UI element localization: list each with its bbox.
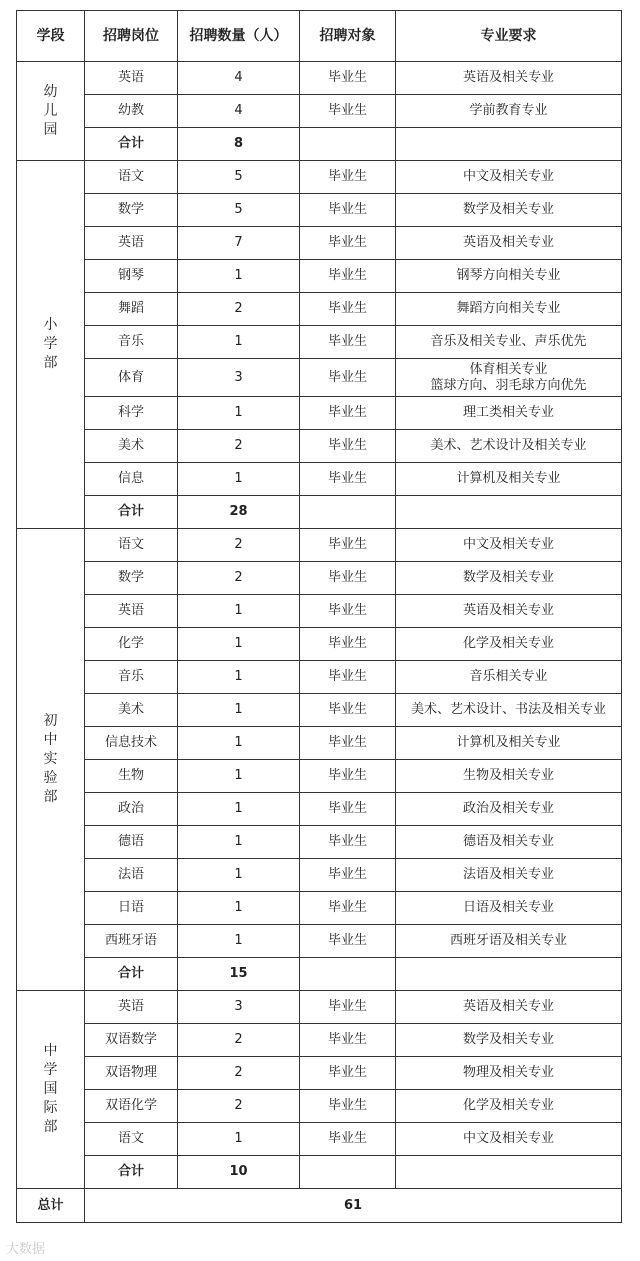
count-cell: 1 xyxy=(178,463,300,496)
target-cell: 毕业生 xyxy=(300,859,396,892)
target-cell: 毕业生 xyxy=(300,161,396,194)
requirement-cell xyxy=(396,529,622,562)
count-cell: 2 xyxy=(178,562,300,595)
target-cell: 毕业生 xyxy=(300,760,396,793)
position-cell: 化学 xyxy=(85,628,178,661)
section-name-text: 幼儿园 xyxy=(43,83,58,138)
requirement-cell xyxy=(396,562,622,595)
target-cell: 毕业生 xyxy=(300,991,396,1024)
requirement-line: 西班牙语及相关专业 xyxy=(449,933,567,948)
requirement-line: 美术、艺术设计、书法及相关专业 xyxy=(410,702,606,717)
header-target: 招聘对象 xyxy=(300,11,396,62)
target-cell: 毕业生 xyxy=(300,95,396,128)
position-cell: 语文 xyxy=(85,529,178,562)
subtotal-label: 合计 xyxy=(85,958,178,991)
requirement-cell xyxy=(396,661,622,694)
subtotal-empty xyxy=(396,128,622,161)
target-cell: 毕业生 xyxy=(300,260,396,293)
count-cell: 1 xyxy=(178,826,300,859)
table-row xyxy=(17,991,622,1024)
requirement-cell xyxy=(396,161,622,194)
section-name-text: 初中实验部 xyxy=(43,713,58,805)
subtotal-label: 合计 xyxy=(85,128,178,161)
subtotal-empty xyxy=(396,496,622,529)
requirement-line: 化学及相关专业 xyxy=(462,1098,554,1113)
requirement-line: 学前教育专业 xyxy=(469,103,548,118)
position-cell: 英语 xyxy=(85,991,178,1024)
position-cell: 数学 xyxy=(85,562,178,595)
section-name-text: 中学国际部 xyxy=(43,1043,58,1135)
target-cell: 毕业生 xyxy=(300,925,396,958)
requirement-line: 音乐及相关专业、声乐优先 xyxy=(430,334,587,349)
requirement-cell xyxy=(396,793,622,826)
requirement-cell xyxy=(396,194,622,227)
header-requirement: 专业要求 xyxy=(396,11,622,62)
section-name-text: 小学部 xyxy=(43,317,58,371)
subtotal-value: 8 xyxy=(178,128,300,161)
requirement-cell xyxy=(396,62,622,95)
requirement-line: 舞蹈方向相关专业 xyxy=(456,301,561,316)
requirement-cell xyxy=(396,359,622,397)
requirement-cell xyxy=(396,628,622,661)
requirement-line: 中文及相关专业 xyxy=(462,1131,554,1146)
subtotal-label: 合计 xyxy=(85,496,178,529)
requirement-cell xyxy=(396,727,622,760)
table-row xyxy=(17,397,622,430)
requirement-cell xyxy=(396,991,622,1024)
target-cell: 毕业生 xyxy=(300,359,396,397)
count-cell: 5 xyxy=(178,194,300,227)
position-cell: 语文 xyxy=(85,1123,178,1156)
section-name xyxy=(17,991,85,1189)
position-cell: 政治 xyxy=(85,793,178,826)
section-name xyxy=(17,529,85,991)
requirement-cell xyxy=(396,859,622,892)
target-cell: 毕业生 xyxy=(300,1024,396,1057)
requirement-cell xyxy=(396,595,622,628)
target-cell: 毕业生 xyxy=(300,892,396,925)
requirement-cell xyxy=(396,397,622,430)
table-row xyxy=(17,661,622,694)
count-cell: 1 xyxy=(178,892,300,925)
position-cell: 法语 xyxy=(85,859,178,892)
target-cell: 毕业生 xyxy=(300,62,396,95)
count-cell: 2 xyxy=(178,529,300,562)
count-cell: 1 xyxy=(178,628,300,661)
target-cell: 毕业生 xyxy=(300,826,396,859)
requirement-line: 中文及相关专业 xyxy=(462,537,554,552)
recruitment-table xyxy=(16,10,622,1223)
requirement-line: 计算机及相关专业 xyxy=(456,471,561,486)
target-cell: 毕业生 xyxy=(300,529,396,562)
requirement-line: 英语及相关专业 xyxy=(462,603,554,618)
table-row xyxy=(17,1090,622,1123)
requirement-cell xyxy=(396,293,622,326)
header-position: 招聘岗位 xyxy=(85,11,178,62)
position-cell: 音乐 xyxy=(85,326,178,359)
position-cell: 双语物理 xyxy=(85,1057,178,1090)
table-row xyxy=(17,562,622,595)
requirement-line: 篮球方向、羽毛球方向优先 xyxy=(430,377,587,393)
header-count: 招聘数量（人） xyxy=(178,11,300,62)
subtotal-empty xyxy=(300,496,396,529)
requirement-line: 物理及相关专业 xyxy=(462,1065,554,1080)
table-row xyxy=(17,359,622,397)
section-name xyxy=(17,62,85,161)
table-row xyxy=(17,430,622,463)
target-cell: 毕业生 xyxy=(300,194,396,227)
position-cell: 音乐 xyxy=(85,661,178,694)
table-row xyxy=(17,859,622,892)
requirement-line: 英语及相关专业 xyxy=(462,999,554,1014)
table-row xyxy=(17,694,622,727)
requirement-line: 化学及相关专业 xyxy=(462,636,554,651)
requirement-line: 数学及相关专业 xyxy=(462,1032,554,1047)
count-cell: 1 xyxy=(178,1123,300,1156)
count-cell: 2 xyxy=(178,1057,300,1090)
position-cell: 德语 xyxy=(85,826,178,859)
grand-total-value: 61 xyxy=(85,1189,622,1223)
requirement-line: 德语及相关专业 xyxy=(462,834,554,849)
requirement-line: 英语及相关专业 xyxy=(462,235,554,250)
position-cell: 科学 xyxy=(85,397,178,430)
subtotal-empty xyxy=(396,1156,622,1189)
table-row xyxy=(17,194,622,227)
target-cell: 毕业生 xyxy=(300,463,396,496)
table-row xyxy=(17,227,622,260)
table-row xyxy=(17,826,622,859)
subtotal-value: 15 xyxy=(178,958,300,991)
position-cell: 双语数学 xyxy=(85,1024,178,1057)
target-cell: 毕业生 xyxy=(300,227,396,260)
subtotal-empty xyxy=(396,958,622,991)
position-cell: 美术 xyxy=(85,694,178,727)
requirement-line: 体育相关专业 xyxy=(469,361,548,377)
table-row xyxy=(17,925,622,958)
position-cell: 舞蹈 xyxy=(85,293,178,326)
count-cell: 1 xyxy=(178,661,300,694)
count-cell: 1 xyxy=(178,694,300,727)
table-row xyxy=(17,1057,622,1090)
requirement-cell xyxy=(396,1090,622,1123)
section-name xyxy=(17,161,85,529)
requirement-cell xyxy=(396,430,622,463)
position-cell: 钢琴 xyxy=(85,260,178,293)
target-cell: 毕业生 xyxy=(300,628,396,661)
count-cell: 1 xyxy=(178,397,300,430)
subtotal-empty xyxy=(300,1156,396,1189)
table-row xyxy=(17,595,622,628)
requirement-line: 日语及相关专业 xyxy=(462,900,554,915)
table-row xyxy=(17,95,622,128)
position-cell: 英语 xyxy=(85,227,178,260)
table-row xyxy=(17,326,622,359)
position-cell: 语文 xyxy=(85,161,178,194)
requirement-cell xyxy=(396,925,622,958)
position-cell: 数学 xyxy=(85,194,178,227)
table-row xyxy=(17,1024,622,1057)
count-cell: 1 xyxy=(178,260,300,293)
count-cell: 3 xyxy=(178,991,300,1024)
requirement-line: 法语及相关专业 xyxy=(462,867,554,882)
table-row xyxy=(17,161,622,194)
requirement-cell xyxy=(396,694,622,727)
requirement-line: 数学及相关专业 xyxy=(462,570,554,585)
requirement-line: 数学及相关专业 xyxy=(462,202,554,217)
requirement-cell xyxy=(396,1057,622,1090)
count-cell: 4 xyxy=(178,62,300,95)
subtotal-value: 28 xyxy=(178,496,300,529)
target-cell: 毕业生 xyxy=(300,661,396,694)
watermark: 大数据 xyxy=(6,1242,46,1257)
subtotal-row xyxy=(17,958,622,991)
target-cell: 毕业生 xyxy=(300,326,396,359)
target-cell: 毕业生 xyxy=(300,562,396,595)
requirement-line: 生物及相关专业 xyxy=(462,768,554,783)
subtotal-row xyxy=(17,128,622,161)
requirement-cell xyxy=(396,892,622,925)
position-cell: 双语化学 xyxy=(85,1090,178,1123)
subtotal-value: 10 xyxy=(178,1156,300,1189)
requirement-cell xyxy=(396,227,622,260)
table-row xyxy=(17,62,622,95)
target-cell: 毕业生 xyxy=(300,293,396,326)
target-cell: 毕业生 xyxy=(300,595,396,628)
count-cell: 1 xyxy=(178,925,300,958)
target-cell: 毕业生 xyxy=(300,727,396,760)
position-cell: 英语 xyxy=(85,595,178,628)
count-cell: 2 xyxy=(178,293,300,326)
requirement-line: 理工类相关专业 xyxy=(462,405,554,420)
requirement-line: 钢琴方向相关专业 xyxy=(456,268,561,283)
table-row xyxy=(17,293,622,326)
count-cell: 3 xyxy=(178,359,300,397)
table-row xyxy=(17,793,622,826)
grand-total-row xyxy=(17,1189,622,1223)
table-row xyxy=(17,628,622,661)
subtotal-label: 合计 xyxy=(85,1156,178,1189)
position-cell: 日语 xyxy=(85,892,178,925)
count-cell: 1 xyxy=(178,326,300,359)
header-row xyxy=(17,11,622,62)
requirement-line: 英语及相关专业 xyxy=(462,70,554,85)
count-cell: 5 xyxy=(178,161,300,194)
count-cell: 2 xyxy=(178,1090,300,1123)
position-cell: 生物 xyxy=(85,760,178,793)
table-row xyxy=(17,260,622,293)
count-cell: 1 xyxy=(178,760,300,793)
requirement-line: 政治及相关专业 xyxy=(462,801,554,816)
table-row xyxy=(17,1123,622,1156)
subtotal-row xyxy=(17,496,622,529)
requirement-line: 美术、艺术设计及相关专业 xyxy=(430,438,587,453)
requirement-cell xyxy=(396,826,622,859)
count-cell: 4 xyxy=(178,95,300,128)
position-cell: 英语 xyxy=(85,62,178,95)
requirement-cell xyxy=(396,760,622,793)
requirement-cell xyxy=(396,1024,622,1057)
target-cell: 毕业生 xyxy=(300,430,396,463)
count-cell: 1 xyxy=(178,595,300,628)
requirement-cell xyxy=(396,1123,622,1156)
target-cell: 毕业生 xyxy=(300,793,396,826)
count-cell: 2 xyxy=(178,430,300,463)
table-row xyxy=(17,760,622,793)
requirement-cell xyxy=(396,260,622,293)
table-row xyxy=(17,892,622,925)
requirement-cell xyxy=(396,326,622,359)
count-cell: 1 xyxy=(178,793,300,826)
target-cell: 毕业生 xyxy=(300,1057,396,1090)
target-cell: 毕业生 xyxy=(300,1090,396,1123)
requirement-line: 中文及相关专业 xyxy=(462,169,554,184)
position-cell: 西班牙语 xyxy=(85,925,178,958)
position-cell: 信息 xyxy=(85,463,178,496)
subtotal-row xyxy=(17,1156,622,1189)
count-cell: 7 xyxy=(178,227,300,260)
subtotal-empty xyxy=(300,128,396,161)
requirement-line: 音乐相关专业 xyxy=(469,669,548,684)
table-row xyxy=(17,463,622,496)
position-cell: 信息技术 xyxy=(85,727,178,760)
target-cell: 毕业生 xyxy=(300,397,396,430)
count-cell: 1 xyxy=(178,859,300,892)
target-cell: 毕业生 xyxy=(300,694,396,727)
requirement-line: 计算机及相关专业 xyxy=(456,735,561,750)
position-cell: 幼教 xyxy=(85,95,178,128)
count-cell: 2 xyxy=(178,1024,300,1057)
table-row xyxy=(17,727,622,760)
requirement-cell xyxy=(396,463,622,496)
requirement-cell xyxy=(396,95,622,128)
subtotal-empty xyxy=(300,958,396,991)
position-cell: 美术 xyxy=(85,430,178,463)
grand-total-label: 总计 xyxy=(17,1189,85,1223)
position-cell: 体育 xyxy=(85,359,178,397)
table-row xyxy=(17,529,622,562)
header-stage: 学段 xyxy=(17,11,85,62)
target-cell: 毕业生 xyxy=(300,1123,396,1156)
count-cell: 1 xyxy=(178,727,300,760)
